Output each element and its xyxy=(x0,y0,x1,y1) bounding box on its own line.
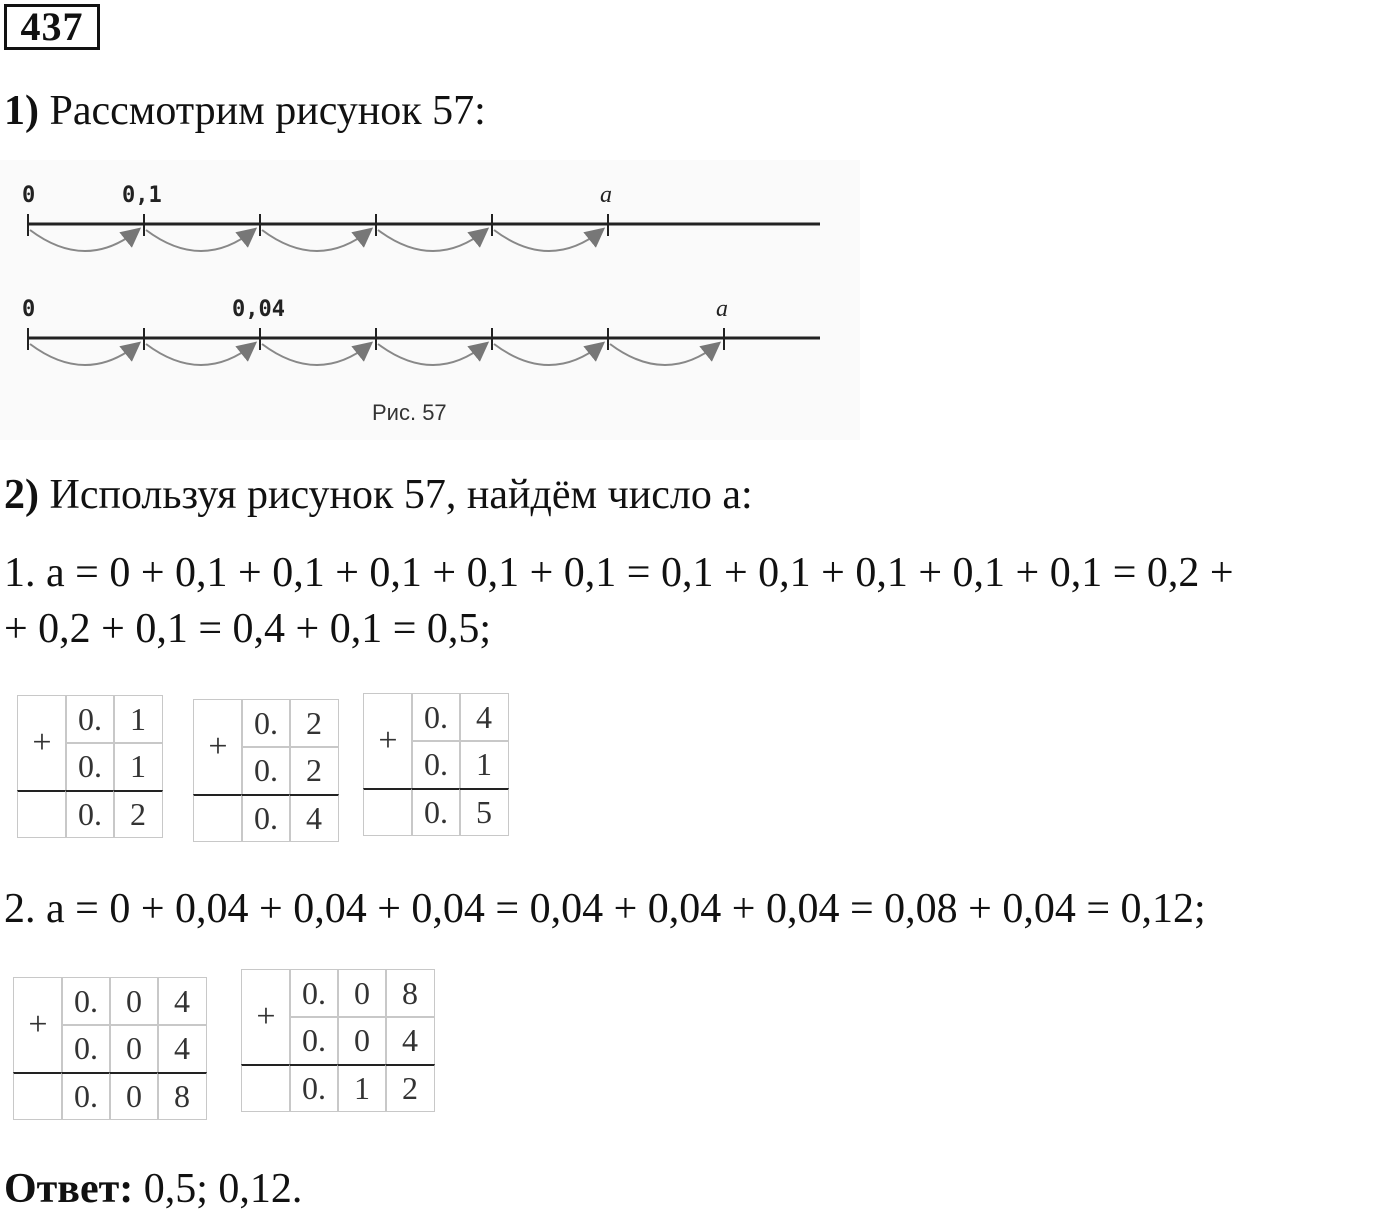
digit-cell: 4 xyxy=(157,977,207,1025)
step2-number: 2) xyxy=(4,472,39,518)
column-addition xyxy=(242,970,434,1111)
answer-text: 0,5; 0,12. xyxy=(133,1166,303,1212)
digit-cell: 4 xyxy=(459,693,509,741)
bottom-label-zero: 0 xyxy=(22,297,36,322)
calc1-line1: 1. а = 0 + 0,1 + 0,1 + 0,1 + 0,1 + 0,1 = 0,1 + 0,1 + 0,1 + 0,1 + 0,1 = 0,2 + xyxy=(4,550,1234,596)
column-addition xyxy=(194,700,338,841)
sum-cell: 0 xyxy=(109,1072,159,1120)
digit-cell: 2 xyxy=(289,699,339,747)
number-lines-svg xyxy=(0,160,860,440)
step1-text: Рассмотрим рисунок 57: xyxy=(39,88,486,134)
digit-cell: 1 xyxy=(113,695,163,743)
digit-cell: 4 xyxy=(157,1025,207,1073)
sum-cell: 8 xyxy=(157,1072,207,1120)
digit-cell: 8 xyxy=(385,969,435,1017)
answer-label: Ответ: xyxy=(4,1166,134,1212)
sum-cell: 0. xyxy=(411,788,461,836)
digit-cell: 0. xyxy=(289,1017,339,1065)
top-label-a: a xyxy=(600,182,612,208)
step1-number: 1) xyxy=(4,88,39,134)
sum-cell: 2 xyxy=(113,790,163,838)
digit-cell: 0. xyxy=(61,1025,111,1073)
empty-cell xyxy=(241,1064,291,1112)
digit-cell: 0. xyxy=(289,969,339,1017)
step1-line xyxy=(4,86,486,136)
digit-cell: 0. xyxy=(65,695,115,743)
digit-cell: 0. xyxy=(241,747,291,795)
column-addition xyxy=(364,694,508,835)
digit-cell: 0. xyxy=(61,977,111,1025)
column-addition xyxy=(14,978,206,1119)
digit-cell: 0 xyxy=(337,1017,387,1065)
top-label-step: 0,1 xyxy=(122,183,162,208)
sum-cell: 4 xyxy=(289,794,339,842)
top-label-zero: 0 xyxy=(22,183,36,208)
column-addition xyxy=(18,696,162,837)
digit-cell: 0 xyxy=(337,969,387,1017)
digit-cell: 0. xyxy=(241,699,291,747)
empty-cell xyxy=(17,790,67,838)
top-arcs xyxy=(30,230,602,251)
sum-cell: 2 xyxy=(385,1064,435,1112)
step2-text: Используя рисунок 57, найдём число а: xyxy=(39,472,753,518)
sum-cell: 0. xyxy=(61,1072,111,1120)
step2-line xyxy=(4,470,753,520)
task-number: 437 xyxy=(4,4,100,50)
digit-cell: 0. xyxy=(411,741,461,789)
digit-cell: 1 xyxy=(459,741,509,789)
plus-sign: + xyxy=(363,693,413,789)
bottom-label-a: a xyxy=(716,296,728,322)
digit-cell: 0. xyxy=(65,743,115,791)
digit-cell: 2 xyxy=(289,747,339,795)
sum-cell: 5 xyxy=(459,788,509,836)
empty-cell xyxy=(363,788,413,836)
empty-cell xyxy=(13,1072,63,1120)
digit-cell: 0. xyxy=(411,693,461,741)
figure-caption: Рис. 57 xyxy=(372,400,447,425)
figure-57 xyxy=(0,160,860,440)
plus-sign: + xyxy=(241,969,291,1065)
bottom-label-step: 0,04 xyxy=(232,297,285,322)
digit-cell: 0 xyxy=(109,1025,159,1073)
sum-cell: 0. xyxy=(65,790,115,838)
plus-sign: + xyxy=(17,695,67,791)
bottom-arcs xyxy=(30,344,718,365)
calc1-line2: + 0,2 + 0,1 = 0,4 + 0,1 = 0,5; xyxy=(4,606,492,652)
empty-cell xyxy=(193,794,243,842)
answer-line xyxy=(4,1164,302,1214)
sum-cell: 0. xyxy=(289,1064,339,1112)
calc2-line: 2. а = 0 + 0,04 + 0,04 + 0,04 = 0,04 + 0,04 + 0,04 = 0,08 + 0,04 = 0,12; xyxy=(4,886,1206,932)
sum-cell: 0. xyxy=(241,794,291,842)
plus-sign: + xyxy=(193,699,243,795)
digit-cell: 0 xyxy=(109,977,159,1025)
digit-cell: 4 xyxy=(385,1017,435,1065)
sum-cell: 1 xyxy=(337,1064,387,1112)
plus-sign: + xyxy=(13,977,63,1073)
digit-cell: 1 xyxy=(113,743,163,791)
